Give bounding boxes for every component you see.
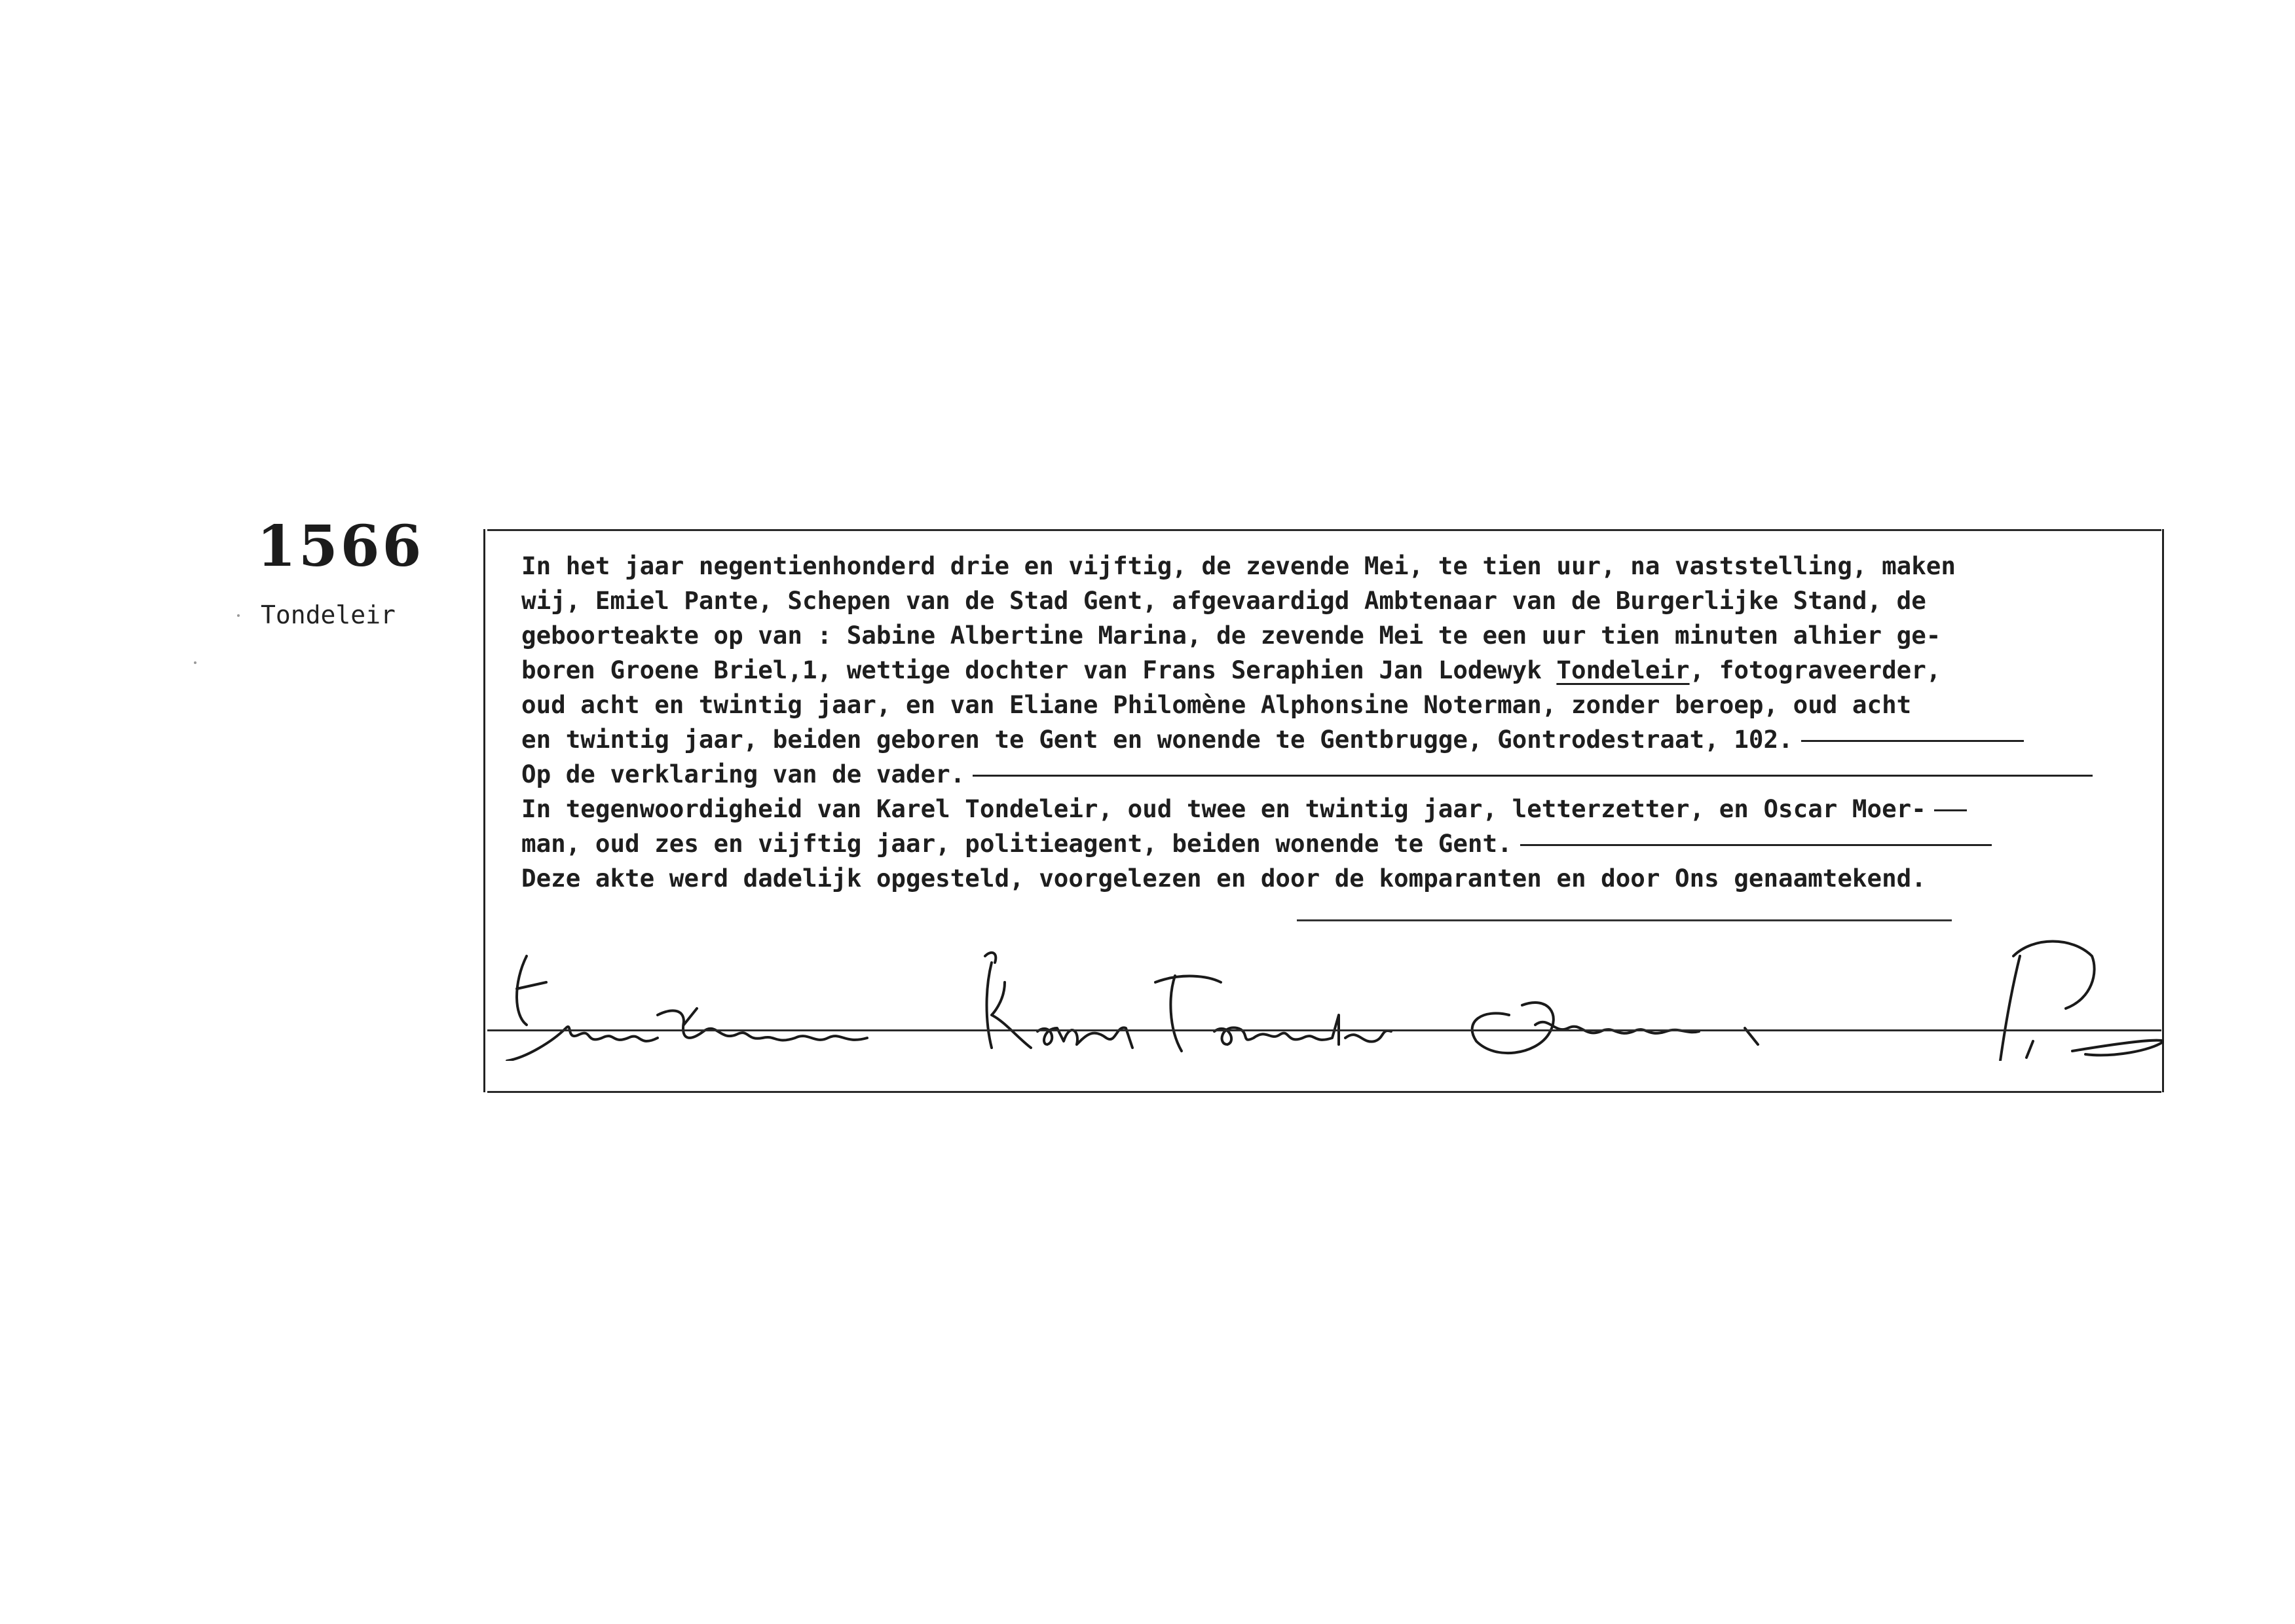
deed-line: Op de verklaring van de vader. — [521, 760, 965, 788]
signature-karel-tondeleir — [985, 953, 1391, 1051]
deed-line: In tegenwoordigheid van Karel Tondeleir, oud twee en twintig jaar, letterzetter, en Oscar Moer- — [521, 794, 1926, 823]
deed-line-with-dash — [521, 792, 2093, 826]
signature-moerman — [1472, 1003, 1758, 1053]
paper-speck — [194, 661, 196, 664]
deed-line: en twintig jaar, beiden geboren te Gent en wonende te Gentbrugge, Gontrodestraat, 102. — [521, 725, 1793, 754]
bottom-rule — [487, 1091, 2161, 1093]
deed-line-with-dash — [521, 826, 2093, 861]
deed-line-with-dash — [521, 722, 2093, 757]
occupation-text: , fotograveerder, — [1689, 655, 1941, 684]
signature-area — [487, 910, 2164, 1061]
signatures-svg — [487, 910, 2164, 1061]
deed-line: Deze akte werd dadelijk opgesteld, voorgelezen en door de komparanten en door Ons genaamtekend. — [521, 864, 1926, 893]
deed-line: geboorteakte op van : Sabine Albertine Marina, de zevende Mei te een uur tien minuten alhier ge- — [521, 621, 1941, 650]
record-number: 1566 — [257, 513, 424, 580]
paper-speck — [237, 614, 240, 617]
deed-text — [521, 549, 2093, 896]
signature-frans-tondeleir — [507, 956, 867, 1061]
deed-line: boren Groene Briel,1, wettige dochter van Frans Seraphien Jan Lodewyk — [521, 655, 1557, 684]
record-surname: Tondeleir — [261, 600, 396, 629]
filler-dash — [1520, 844, 1992, 846]
deed-line: man, oud zes en vijftig jaar, politieagent, beiden wonende te Gent. — [521, 829, 1512, 858]
deed-line-with-dash — [521, 757, 2093, 792]
deed-line: wij, Emiel Pante, Schepen van de Stad Gent, afgevaardigd Ambtenaar van de Burgerlijke Stand, de — [521, 586, 1926, 615]
signature-rule — [487, 1029, 2161, 1031]
filler-dash — [1801, 740, 2024, 742]
top-rule — [487, 529, 2161, 531]
deed-line-with-surname — [521, 653, 2093, 688]
filler-dash — [1934, 809, 1967, 811]
underlined-surname: Tondeleir — [1556, 655, 1690, 684]
filler-dash — [973, 775, 2093, 777]
signature-pante — [2000, 942, 2164, 1061]
deed-line: oud acht en twintig jaar, en van Eliane Philomène Alphonsine Noterman, zonder beroep, oud acht — [521, 690, 1912, 719]
deed-line: In het jaar negentienhonderd drie en vijftig, de zevende Mei, te tien uur, na vaststelling, maken — [521, 551, 1956, 580]
